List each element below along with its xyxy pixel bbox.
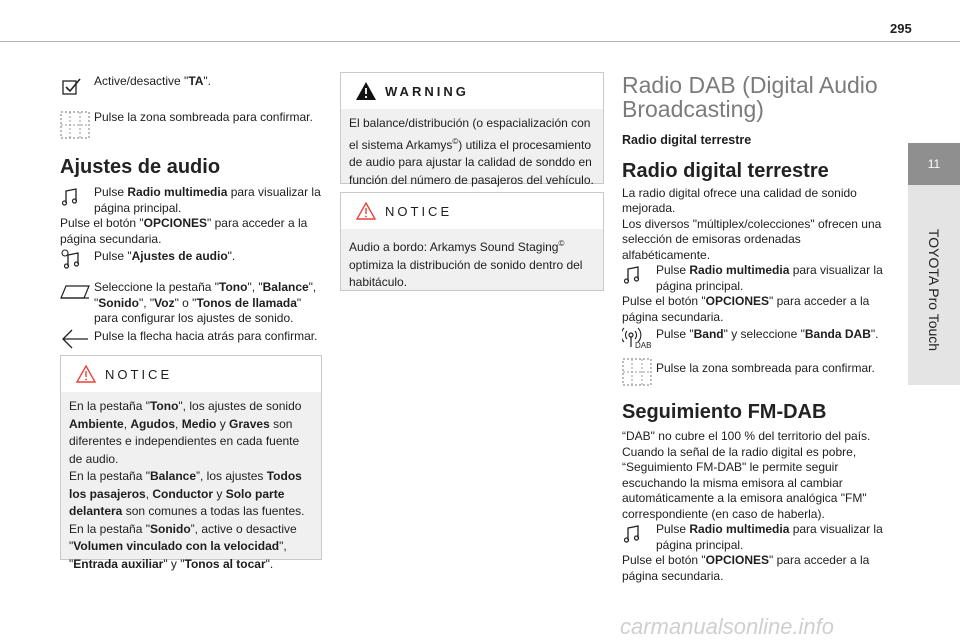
settings-note-icon bbox=[60, 247, 94, 271]
heading-digital-radio: Radio digital terrestre bbox=[622, 159, 829, 182]
warning-text: El balance/distribución (o espacialización con el sistema Arkamys©) utiliza el procesamiento de audio para ajustar la calidad de sonddo en función del número de pasajeros del vehículo. bbox=[349, 116, 594, 187]
instruction-audio-settings: Pulse "Ajustes de audio". bbox=[60, 247, 322, 271]
music-note-icon bbox=[622, 263, 656, 287]
instruction-radio-multimedia: Pulse Radio multimedia para visualizar la página principal. bbox=[622, 263, 887, 294]
warning-header: WARNING bbox=[341, 73, 603, 109]
heading-fm-dab: Seguimiento FM-DAB bbox=[622, 401, 827, 423]
paragraph-tracking: Cuando la señal de la radio digital es pobre, “Seguimiento FM-DAB" le permite seguir escuchando la misma emisora al cambiar automáticamente a la emisora analógica "FM" correspondiente (en caso de haberla). bbox=[622, 444, 867, 521]
instruction-opciones-2: Pulse el botón "OPCIONES" para acceder a la página secundaria. bbox=[622, 553, 870, 583]
music-note-icon bbox=[60, 185, 94, 209]
dab-antenna-icon bbox=[622, 325, 656, 349]
instruction-confirm: Pulse la zona sombreada para confirmar. bbox=[60, 110, 322, 140]
section-heading-audio: Ajustes de audio bbox=[60, 156, 221, 178]
warning-triangle-icon bbox=[355, 81, 377, 101]
watermark: carmanualsonline.info bbox=[620, 614, 835, 639]
notice-box-arkamys bbox=[340, 192, 604, 291]
chapter-tab[interactable]: 11 bbox=[908, 143, 960, 185]
column-3 bbox=[622, 73, 887, 584]
instruction-ta: Active/desactive "TA". bbox=[60, 74, 322, 98]
tab-icon bbox=[60, 280, 94, 304]
paragraph-coverage: “DAB" no cubre el 100 % del territorio del país. bbox=[622, 429, 871, 443]
instruction-confirm: Pulse la zona sombreada para confirmar. bbox=[622, 357, 887, 387]
notice-triangle-icon bbox=[75, 364, 97, 384]
svg-text:DAB: DAB bbox=[635, 341, 652, 349]
instruction-opciones: Pulse el botón "OPCIONES" para acceder a la página secundaria. bbox=[60, 216, 308, 246]
notice-header: NOTICE bbox=[341, 193, 603, 229]
paragraph-quality: La radio digital ofrece una calidad de sonido mejorada. bbox=[622, 185, 857, 215]
notice-header: NOTICE bbox=[61, 356, 321, 392]
back-arrow-icon bbox=[60, 327, 94, 351]
shaded-zone-icon bbox=[622, 357, 656, 387]
instruction-select-tab: Seleccione la pestaña "Tono", "Balance", "Sonido", "Voz" o "Tonos de llamada" para configurar los ajustes de sonido. bbox=[60, 280, 322, 327]
instruction-radio-multimedia: Pulse Radio multimedia para visualizar la página principal. bbox=[60, 185, 322, 216]
instruction-radio-multimedia-2: Pulse Radio multimedia para visualizar la página principal. bbox=[622, 522, 887, 553]
section-title-dab: Radio DAB (Digital Audio Broadcasting) bbox=[622, 72, 878, 122]
notice-triangle-icon bbox=[355, 201, 377, 221]
instruction-band: DAB Pulse "Band" y seleccione "Banda DAB". bbox=[622, 325, 887, 349]
notice-box-audio bbox=[60, 355, 322, 571]
instruction-back-arrow: Pulse la flecha hacia atrás para confirmar. bbox=[60, 327, 322, 351]
page-number: 295 bbox=[890, 21, 912, 36]
column-1 bbox=[60, 74, 322, 351]
header-rule bbox=[0, 41, 960, 42]
music-note-icon bbox=[622, 522, 656, 546]
notice-paragraph-sonido: En la pestaña "Sonido”, active o desactive "Volumen vinculado con la velocidad", "Entrada auxiliar" y "Tonos al tocar". bbox=[69, 521, 297, 571]
paragraph-multiplex: Los diversos "múltiplex/colecciones" ofrecen una selección de emisoras ordenadas alfabéticamente. bbox=[622, 216, 882, 262]
subtitle-dab: Radio digital terrestre bbox=[622, 133, 752, 147]
notice-paragraph-tono: En la pestaña "Tono", los ajustes de sonido Ambiente, Agudos, Medio y Graves son diferentes e independientes en cada fuente de audio. bbox=[69, 399, 302, 466]
notice-paragraph-balance: En la pestaña "Balance”, los ajustes Todos los pasajeros, Conductor y Solo parte delantera son comunes a todas las fuentes. bbox=[69, 469, 305, 518]
checkbox-icon bbox=[60, 74, 94, 98]
instruction-opciones: Pulse el botón "OPCIONES" para acceder a la página secundaria. bbox=[622, 294, 870, 324]
shaded-zone-icon bbox=[60, 110, 94, 140]
notice-text: Audio a bordo: Arkamys Sound Staging© optimiza la distribución de sonido dentro del habitáculo. bbox=[349, 239, 583, 289]
warning-box bbox=[340, 72, 604, 187]
